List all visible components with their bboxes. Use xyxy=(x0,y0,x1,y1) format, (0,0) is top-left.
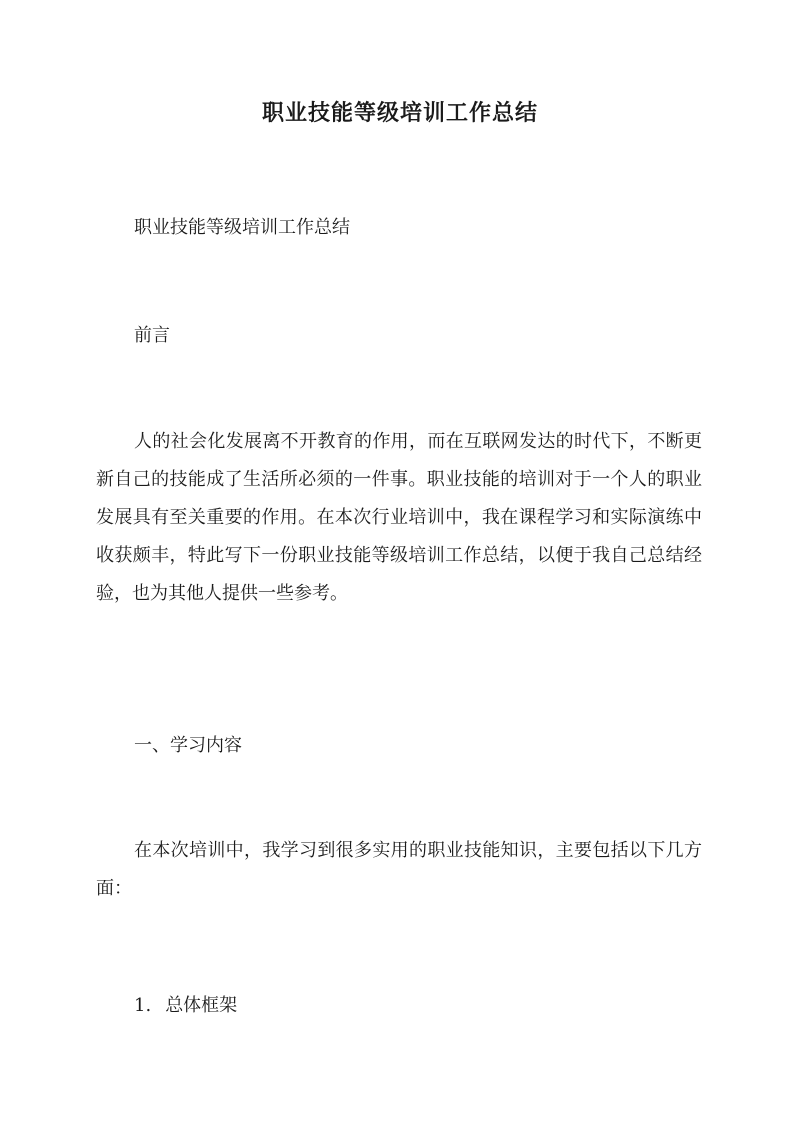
preface-paragraph: 人的社会化发展离不开教育的作用，而在互联网发达的时代下，不断更新自己的技能成了生活所必须的一件事。职业技能的培训对于一个人的职业发展具有至关重要的作用。在本次行业培训中，我在课程学习和实际演练中收获颇丰，特此写下一份职业技能等级培训工作总结，以便于我自己总结经验，也为其他人提供一些参考。 xyxy=(96,431,702,604)
section-heading-learning-content: 一、学习内容 xyxy=(134,735,242,756)
list-item-overall-framework xyxy=(96,987,702,1025)
section-paragraph-learning-content: 在本次培训中，我学习到很多实用的职业技能知识，主要包括以下几方面： xyxy=(96,840,702,899)
preface-heading: 前言 xyxy=(134,325,170,346)
document-title: 职业技能等级培训工作总结 xyxy=(261,100,538,126)
document-subtitle: 职业技能等级培训工作总结 xyxy=(134,217,350,238)
list-item-number: 1. xyxy=(134,995,152,1016)
list-item-label: 总体框架 xyxy=(165,995,238,1016)
